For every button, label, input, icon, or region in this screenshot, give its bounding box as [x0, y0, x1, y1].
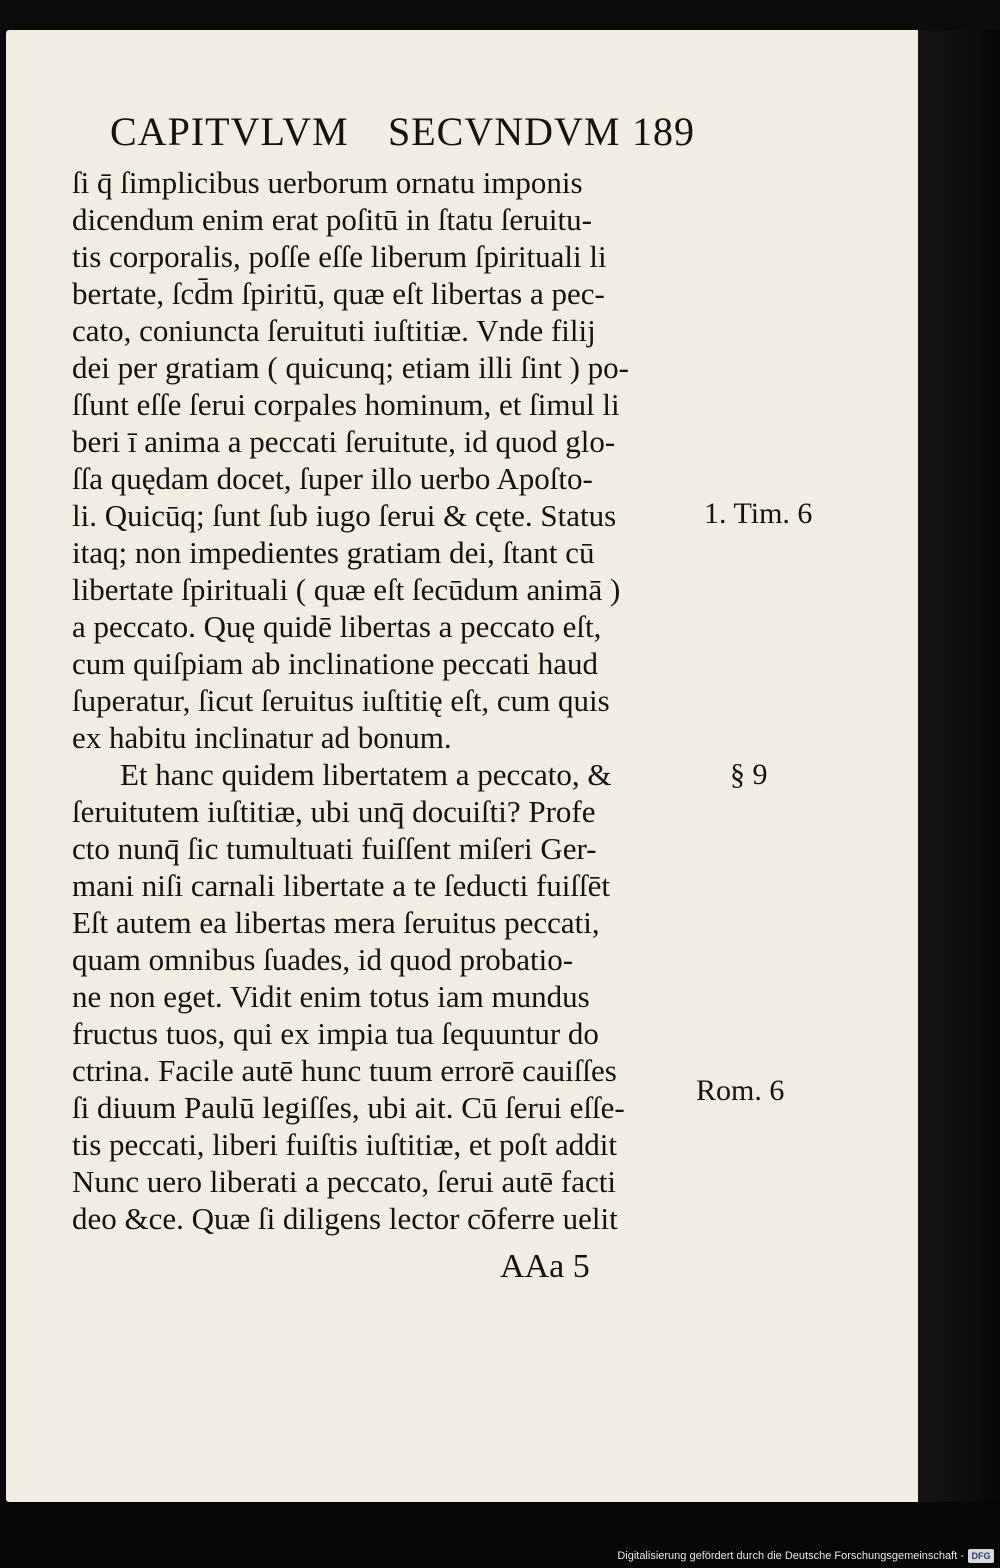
margin-note-tim: 1. Tim. 6 — [704, 497, 813, 530]
text-line: Eſt autem ea libertas mera ſeruitus peccati, — [72, 905, 600, 940]
running-head — [110, 108, 710, 158]
margin-note-section: § 9 — [730, 758, 768, 791]
text-line: li. Quicūq; ſunt ſub iugo ſerui & cęte. Status — [72, 498, 617, 533]
text-line: ſſunt eſſe ſerui corpales hominum, et ſimul li — [72, 387, 620, 422]
text-line: ne non eget. Vidit enim totus iam mundus — [72, 979, 590, 1014]
text-line: fructus tuos, qui ex impia tua ſequuntur do — [72, 1016, 599, 1051]
text-line: Nunc uero liberati a peccato, ſerui autē facti — [72, 1164, 616, 1199]
text-line: ex habitu inclinatur ad bonum. — [72, 720, 452, 755]
signature-mark: AAa 5 — [500, 1248, 590, 1285]
text-line: tis peccati, liberi fuiſtis iuſtitiæ, et poſt addit — [72, 1127, 617, 1162]
running-head-center: SECVNDVM — [388, 109, 621, 154]
margin-note-rom: Rom. 6 — [696, 1074, 785, 1107]
text-line: cto nunq̄ ſic tumultuati fuiſſent miſeri Ger- — [72, 831, 597, 866]
text-line: deo &ce. Quæ ſi diligens lector cōferre uelit — [72, 1201, 618, 1236]
text-line: ſſa quędam docet, ſuper illo uerbo Apoſto- — [72, 461, 593, 496]
text-line: a peccato. Quę quidē libertas a peccato eſt, — [72, 609, 602, 644]
dfg-logo — [968, 1549, 994, 1563]
text-line: bertate, ſcd̄m ſpiritū, quæ eſt libertas a pec- — [72, 276, 605, 311]
text-line: mani niſi carnali libertate a te ſeducti fuiſſēt — [72, 868, 610, 903]
text-line: ctrina. Facile autē hunc tuum errorē cauiſſes — [72, 1053, 617, 1088]
running-head-left: CAPITVLVM — [110, 109, 349, 154]
text-line: ſi q̄ ſimplicibus uerborum ornatu imponis — [72, 165, 583, 200]
text-line: libertate ſpirituali ( quæ eſt ſecūdum animā ) — [72, 572, 621, 607]
text-line: beri ī anima a peccati ſeruitute, id quod glo- — [72, 424, 616, 459]
digitization-credit: Digitalisierung gefördert durch die Deutsche Forschungsgemeinschaft - — [617, 1550, 964, 1562]
text-line: ſi diuum Paulū legiſſes, ubi ait. Cū ſerui eſſe- — [72, 1090, 625, 1125]
text-line: tis corporalis, poſſe eſſe liberum ſpirituali li — [72, 239, 607, 274]
text-line: dei per gratiam ( quicunq; etiam illi ſint ) po- — [72, 350, 629, 385]
text-line: cum quiſpiam ab inclinatione peccati haud — [72, 646, 598, 681]
text-line: dicendum enim erat poſitū in ſtatu ſeruitu- — [72, 202, 592, 237]
text-line: quam omnibus ſuades, id quod probatio- — [72, 942, 574, 977]
text-line: ſeruitutem iuſtitiæ, ubi unq̄ docuiſti? Profe — [72, 794, 596, 829]
text-line: cato, coniuncta ſeruituti iuſtitiæ. Vnde filij — [72, 313, 596, 348]
dfg-logo-text: DFG — [971, 1551, 991, 1561]
page-edge-shadow — [918, 30, 1000, 1502]
text-line: itaq; non impedientes gratiam dei, ſtant cū — [72, 535, 595, 570]
page-number: 189 — [632, 109, 695, 154]
text-line: Et hanc quidem libertatem a peccato, & — [120, 757, 612, 792]
text-line: ſuperatur, ſicut ſeruitus iuſtitię eſt, cum quis — [72, 683, 610, 718]
